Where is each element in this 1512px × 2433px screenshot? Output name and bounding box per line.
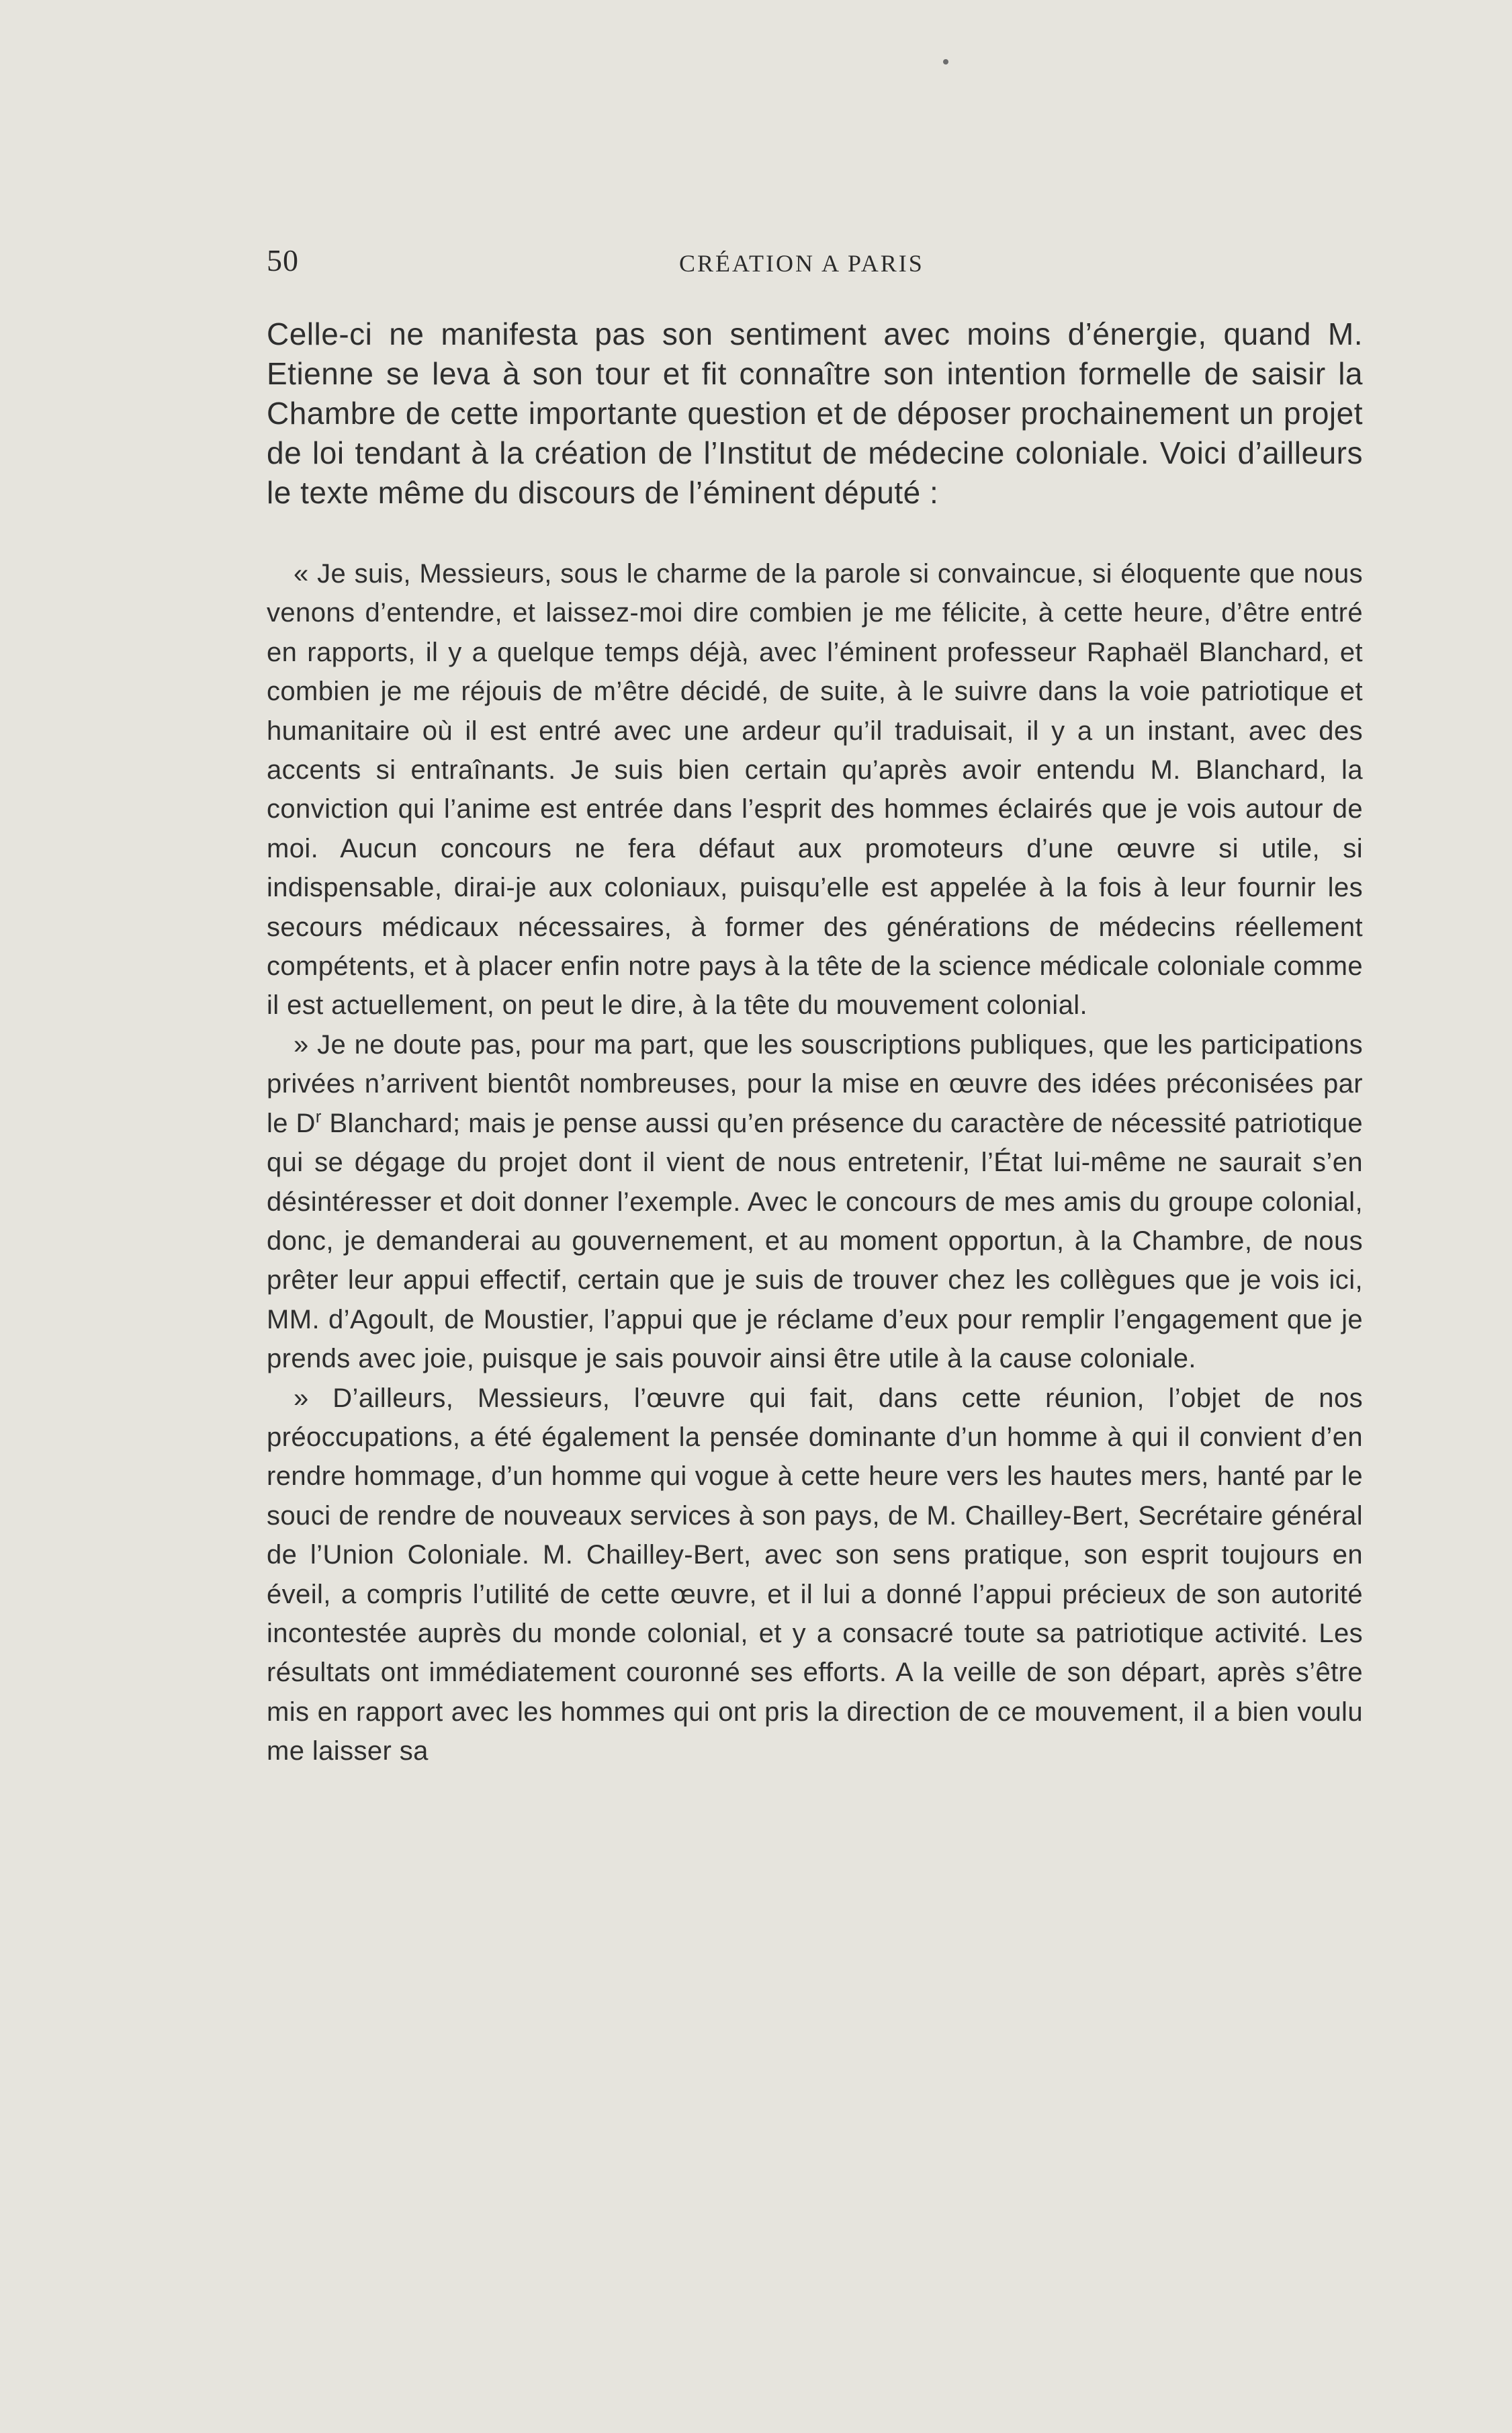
speech-paragraph-1: « Je suis, Messieurs, sous le charme de la parole si convaincue, si éloquente que nous venons d’entendre, et laissez-moi dire combien je me félicite, à cette heure, d’être entré en rapports, il y a quelque temps déjà, avec l’éminent professeur Raphaël Blanchard, et combien je me réjouis de m’être décidé, de suite, à le suivre dans la voie patriotique et humanitaire où il est entré avec une ardeur qu’il traduisait, il y a un instant, avec des accents si entraînants. Je suis bien certain qu’après avoir entendu M. Blanchard, la conviction qui l’anime est entrée dans l’esprit des hommes éclairés que je vois autour de moi. Aucun concours ne fera défaut aux promoteurs d’une œuvre si utile, si indispensable, dirai-je aux coloniaux, puisqu’elle est appelée à la fois à leur fournir les secours médicaux nécessaires, à former des générations de médecins réellement compétents, et à placer enfin notre pays à la tête de la science médicale coloniale comme il est actuellement, on peut le dire, à la tête du mouvement colonial. <box>267 559 1363 1021</box>
intro-paragraph: Celle-ci ne manifesta pas son sentiment avec moins d’énergie, quand M. Etienne se leva à son tour et fit connaître son intention formelle de saisir la Chambre de cette importante question et de déposer prochainement un projet de loi tendant à la création de l’Institut de médecine coloniale. Voici d’ailleurs le texte même du discours de l’éminent député : <box>267 316 1363 510</box>
speech-paragraph-2-start: » Je ne doute pas, pour ma part, que les souscriptions publiques, que les participations privées n’arrivent bientôt nombreuses, pour la mise en œuvre des idées préconisées par le D <box>267 1029 1363 1138</box>
quoted-speech <box>267 554 1363 1771</box>
page-header <box>267 241 1366 281</box>
speech-paragraph-3: » D’ailleurs, Messieurs, l’œuvre qui fait, dans cette réunion, l’objet de nos préoccupations, a été également la pensée dominante d’un homme à qui il convient d’en rendre hommage, d’un homme qui vogue à cette heure vers les hautes mers, hanté par le souci de rendre de nouveaux services à son pays, de M. Chailley-Bert, Secrétaire général de l’Union Coloniale. M. Chailley-Bert, avec son sens pratique, son esprit toujours en éveil, a compris l’utilité de cette œuvre, et il lui a donné l’appui précieux de son autorité incontestée auprès du monde colonial, et y a consacré toute sa patriotique activité. Les résultats ont immédiatement couronné ses efforts. A la veille de son départ, après s’être mis en rapport avec les hommes qui ont pris la direction de ce mouvement, il a bien voulu me laisser sa <box>267 1383 1363 1766</box>
page-body <box>267 314 1363 1771</box>
page-number: 50 <box>267 243 299 278</box>
speech-paragraph-2-end: Blanchard; mais je pense aussi qu’en présence du caractère de nécessité patriotique qui se dégage du projet dont il vient de nous entretenir, l’État lui-même ne saurait s’en désintéresser et doit donner l’exemple. Avec le concours de mes amis du groupe colonial, donc, je demanderai au gouvernement, et au moment opportun, à la Chambre, de nous prêter leur appui effectif, certain que je suis de trouver chez les collègues que je vois ici, MM. d’Agoult, de Moustier, l’appui que je réclame d’eux pour remplir l’engagement que je prends avec joie, puisque je sais pouvoir ainsi être utile à la cause coloniale. <box>267 1108 1363 1374</box>
speech-paragraph-2 <box>267 1025 1363 1379</box>
doctor-abbrev-superscript: r <box>315 1106 322 1127</box>
running-head: CRÉATION A PARIS <box>679 250 924 277</box>
ink-speck <box>943 59 948 65</box>
